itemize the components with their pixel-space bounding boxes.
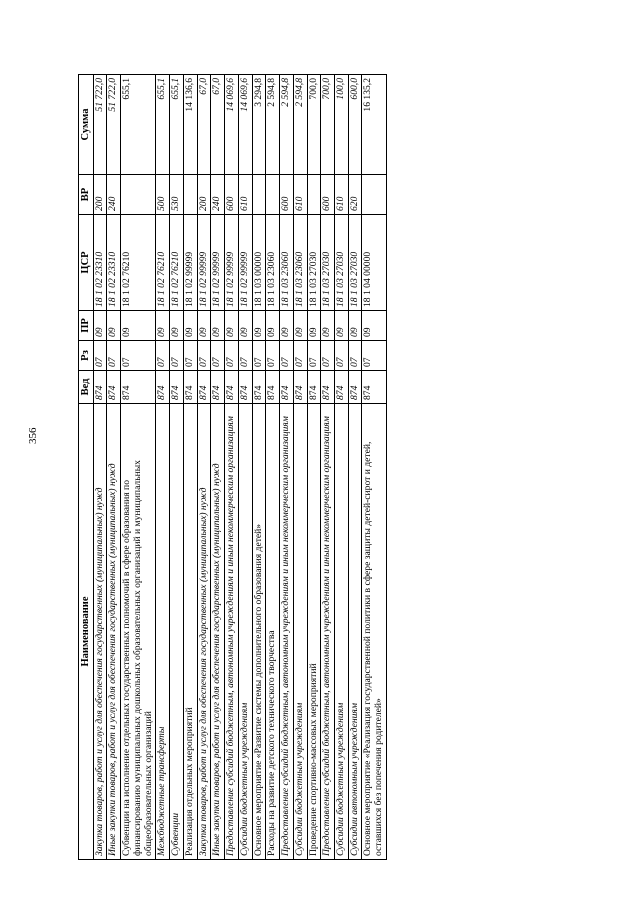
cell-name: Иные закупки товаров, работ и услуг для обеспечения государственных (муниципальных) нужд bbox=[211, 404, 225, 860]
cell-vr: 610 bbox=[238, 175, 252, 215]
cell-csr: 18 1 03 27030 bbox=[348, 215, 362, 311]
cell-csr: 18 1 03 27030 bbox=[334, 215, 348, 311]
cell-pr: 09 bbox=[225, 311, 239, 341]
table-row bbox=[170, 75, 184, 860]
cell-sum: 2 594,8 bbox=[266, 75, 280, 175]
cell-csr: 18 1 03 27030 bbox=[307, 215, 321, 311]
cell-sum: 51 722,0 bbox=[107, 75, 121, 175]
cell-pr: 09 bbox=[252, 311, 266, 341]
cell-vr: 600 bbox=[280, 175, 294, 215]
cell-rz: 07 bbox=[238, 341, 252, 371]
cell-csr: 18 1 02 76210 bbox=[121, 215, 156, 311]
table-header-row bbox=[79, 75, 94, 860]
cell-ved: 874 bbox=[348, 371, 362, 404]
header-name: Наименование bbox=[79, 404, 94, 860]
table-row bbox=[225, 75, 239, 860]
cell-sum: 16 135,2 bbox=[362, 75, 386, 175]
header-sum: Сумма bbox=[79, 75, 94, 175]
cell-rz: 07 bbox=[107, 341, 121, 371]
cell-vr bbox=[307, 175, 321, 215]
cell-pr: 09 bbox=[321, 311, 335, 341]
cell-vr: 500 bbox=[156, 175, 170, 215]
cell-rz: 07 bbox=[307, 341, 321, 371]
table-row bbox=[211, 75, 225, 860]
cell-name: Предоставление субсидий бюджетным, автономным учреждениям и иным некоммерческим организациям bbox=[321, 404, 335, 860]
table-row bbox=[238, 75, 252, 860]
cell-vr: 530 bbox=[170, 175, 184, 215]
cell-sum: 67,0 bbox=[211, 75, 225, 175]
cell-vr: 200 bbox=[197, 175, 211, 215]
cell-ved: 874 bbox=[334, 371, 348, 404]
cell-ved: 874 bbox=[252, 371, 266, 404]
cell-csr: 18 1 02 76210 bbox=[170, 215, 184, 311]
cell-csr: 18 1 03 23060 bbox=[293, 215, 307, 311]
cell-pr: 09 bbox=[238, 311, 252, 341]
cell-sum: 700,0 bbox=[307, 75, 321, 175]
cell-vr bbox=[121, 175, 156, 215]
cell-sum: 14 136,6 bbox=[183, 75, 197, 175]
cell-sum: 655,1 bbox=[121, 75, 156, 175]
cell-pr: 09 bbox=[211, 311, 225, 341]
cell-sum: 2 594,8 bbox=[280, 75, 294, 175]
rotated-page-content bbox=[78, 75, 387, 860]
cell-vr: 240 bbox=[211, 175, 225, 215]
table-row bbox=[280, 75, 294, 860]
table-row bbox=[293, 75, 307, 860]
cell-name: Субвенции bbox=[170, 404, 184, 860]
cell-name: Закупка товаров, работ и услуг для обеспечения государственных (муниципальных) нужд bbox=[93, 404, 107, 860]
cell-name: Основное мероприятие «Развитие системы дополнительного образования детей» bbox=[252, 404, 266, 860]
cell-ved: 874 bbox=[266, 371, 280, 404]
cell-vr: 240 bbox=[107, 175, 121, 215]
table-row bbox=[121, 75, 156, 860]
cell-pr: 09 bbox=[170, 311, 184, 341]
cell-sum: 3 294,8 bbox=[252, 75, 266, 175]
cell-rz: 07 bbox=[362, 341, 386, 371]
cell-csr: 18 1 02 99999 bbox=[183, 215, 197, 311]
cell-sum: 100,0 bbox=[334, 75, 348, 175]
cell-rz: 07 bbox=[266, 341, 280, 371]
cell-sum: 600,0 bbox=[348, 75, 362, 175]
cell-vr: 620 bbox=[348, 175, 362, 215]
cell-ved: 874 bbox=[170, 371, 184, 404]
cell-name: Субсидии автономным учреждениям bbox=[348, 404, 362, 860]
cell-pr: 09 bbox=[293, 311, 307, 341]
cell-sum: 655,1 bbox=[156, 75, 170, 175]
cell-name: Субсидии бюджетным учреждениям bbox=[238, 404, 252, 860]
cell-rz: 07 bbox=[211, 341, 225, 371]
cell-sum: 14 069,6 bbox=[238, 75, 252, 175]
budget-table bbox=[78, 74, 387, 860]
cell-vr: 600 bbox=[225, 175, 239, 215]
cell-vr: 610 bbox=[293, 175, 307, 215]
cell-vr bbox=[183, 175, 197, 215]
header-pr: ПР bbox=[79, 311, 94, 341]
cell-name: Предоставление субсидий бюджетным, автономным учреждениям и иным некоммерческим организациям bbox=[280, 404, 294, 860]
table-row bbox=[321, 75, 335, 860]
cell-pr: 09 bbox=[334, 311, 348, 341]
cell-ved: 874 bbox=[93, 371, 107, 404]
cell-name: Субсидии бюджетным учреждениям bbox=[293, 404, 307, 860]
table-row bbox=[93, 75, 107, 860]
cell-csr: 18 1 02 23310 bbox=[107, 215, 121, 311]
table-row bbox=[334, 75, 348, 860]
cell-ved: 874 bbox=[293, 371, 307, 404]
cell-sum: 655,1 bbox=[170, 75, 184, 175]
cell-ved: 874 bbox=[107, 371, 121, 404]
cell-name: Закупка товаров, работ и услуг для обеспечения государственных (муниципальных) нужд bbox=[197, 404, 211, 860]
cell-ved: 874 bbox=[183, 371, 197, 404]
cell-csr: 18 1 03 00000 bbox=[252, 215, 266, 311]
cell-name: Основное мероприятие «Реализация государственной политики в сфере защиты детей-сирот и детей, оставшихся без попечения родителей» bbox=[362, 404, 386, 860]
table-row bbox=[266, 75, 280, 860]
cell-csr: 18 1 03 23060 bbox=[280, 215, 294, 311]
header-vr: ВР bbox=[79, 175, 94, 215]
cell-name: Межбюджетные трансферты bbox=[156, 404, 170, 860]
cell-rz: 07 bbox=[197, 341, 211, 371]
cell-pr: 09 bbox=[280, 311, 294, 341]
cell-ved: 874 bbox=[156, 371, 170, 404]
cell-pr: 09 bbox=[348, 311, 362, 341]
table-row bbox=[348, 75, 362, 860]
cell-sum: 2 594,8 bbox=[293, 75, 307, 175]
cell-pr: 09 bbox=[121, 311, 156, 341]
header-ved: Вед bbox=[79, 371, 94, 404]
cell-name: Субсидии бюджетным учреждениям bbox=[334, 404, 348, 860]
cell-pr: 09 bbox=[266, 311, 280, 341]
cell-name: Предоставление субсидий бюджетным, автономным учреждениям и иным некоммерческим организациям bbox=[225, 404, 239, 860]
cell-csr: 18 1 03 27030 bbox=[321, 215, 335, 311]
cell-csr: 18 1 03 23060 bbox=[266, 215, 280, 311]
header-csr: ЦСР bbox=[79, 215, 94, 311]
cell-sum: 51 722,0 bbox=[93, 75, 107, 175]
cell-rz: 07 bbox=[293, 341, 307, 371]
cell-name: Реализация отдельных мероприятий bbox=[183, 404, 197, 860]
table-row bbox=[307, 75, 321, 860]
cell-vr: 600 bbox=[321, 175, 335, 215]
cell-ved: 874 bbox=[307, 371, 321, 404]
cell-csr: 18 1 02 99999 bbox=[211, 215, 225, 311]
table-row bbox=[183, 75, 197, 860]
table-body bbox=[93, 75, 386, 860]
cell-rz: 07 bbox=[334, 341, 348, 371]
cell-vr bbox=[362, 175, 386, 215]
cell-csr: 18 1 02 99999 bbox=[238, 215, 252, 311]
cell-sum: 700,0 bbox=[321, 75, 335, 175]
cell-ved: 874 bbox=[280, 371, 294, 404]
table-row bbox=[197, 75, 211, 860]
cell-name: Проведение спортивно-массовых мероприятий bbox=[307, 404, 321, 860]
cell-rz: 07 bbox=[121, 341, 156, 371]
cell-name: Иные закупки товаров, работ и услуг для обеспечения государственных (муниципальных) нужд bbox=[107, 404, 121, 860]
cell-name: Расходы на развитие детского технического творчества bbox=[266, 404, 280, 860]
cell-csr: 18 1 04 00000 bbox=[362, 215, 386, 311]
cell-ved: 874 bbox=[197, 371, 211, 404]
table-row bbox=[252, 75, 266, 860]
cell-rz: 07 bbox=[225, 341, 239, 371]
table-row bbox=[156, 75, 170, 860]
cell-csr: 18 1 02 76210 bbox=[156, 215, 170, 311]
cell-pr: 09 bbox=[362, 311, 386, 341]
cell-ved: 874 bbox=[238, 371, 252, 404]
cell-rz: 07 bbox=[183, 341, 197, 371]
cell-rz: 07 bbox=[321, 341, 335, 371]
table-row bbox=[107, 75, 121, 860]
cell-rz: 07 bbox=[348, 341, 362, 371]
cell-ved: 874 bbox=[121, 371, 156, 404]
cell-rz: 07 bbox=[280, 341, 294, 371]
page-number: 356 bbox=[27, 427, 39, 444]
cell-pr: 09 bbox=[197, 311, 211, 341]
cell-ved: 874 bbox=[211, 371, 225, 404]
cell-pr: 09 bbox=[107, 311, 121, 341]
cell-ved: 874 bbox=[362, 371, 386, 404]
cell-ved: 874 bbox=[225, 371, 239, 404]
cell-vr: 200 bbox=[93, 175, 107, 215]
cell-vr bbox=[266, 175, 280, 215]
cell-csr: 18 1 02 99999 bbox=[197, 215, 211, 311]
cell-ved: 874 bbox=[321, 371, 335, 404]
cell-pr: 09 bbox=[156, 311, 170, 341]
header-rz: Рз bbox=[79, 341, 94, 371]
cell-csr: 18 1 02 23310 bbox=[93, 215, 107, 311]
cell-pr: 09 bbox=[93, 311, 107, 341]
cell-rz: 07 bbox=[170, 341, 184, 371]
table-row bbox=[362, 75, 386, 860]
cell-csr: 18 1 02 99999 bbox=[225, 215, 239, 311]
cell-rz: 07 bbox=[93, 341, 107, 371]
cell-name: Субвенции на исполнение отдельных государственных полномочий в сфере образования по финансированию муниципальных дошкольных образовательных организаций и муниципальных общеобразовательных организаций bbox=[121, 404, 156, 860]
cell-sum: 14 069,6 bbox=[225, 75, 239, 175]
cell-vr: 610 bbox=[334, 175, 348, 215]
cell-sum: 67,0 bbox=[197, 75, 211, 175]
cell-pr: 09 bbox=[307, 311, 321, 341]
cell-vr bbox=[252, 175, 266, 215]
cell-rz: 07 bbox=[156, 341, 170, 371]
cell-rz: 07 bbox=[252, 341, 266, 371]
cell-pr: 09 bbox=[183, 311, 197, 341]
